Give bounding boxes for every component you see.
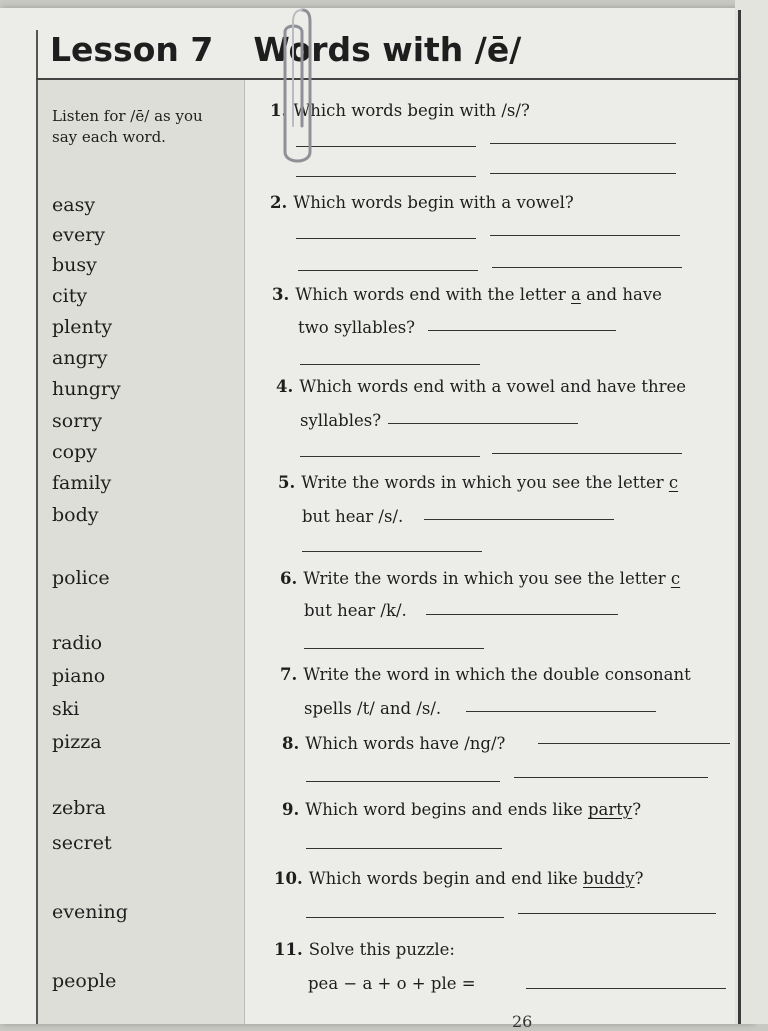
question-4-line-2: syllables?	[300, 411, 382, 430]
answer-blank[interactable]	[302, 551, 482, 552]
answer-blank[interactable]	[304, 648, 484, 649]
answer-blank[interactable]	[526, 988, 726, 989]
answer-blank[interactable]	[466, 711, 656, 712]
word-item: plenty	[52, 316, 113, 338]
answer-blank[interactable]	[388, 423, 578, 424]
word-item: easy	[52, 194, 96, 216]
answer-blank[interactable]	[306, 848, 502, 849]
answer-blank[interactable]	[514, 777, 708, 778]
left-border	[36, 30, 38, 1024]
word-item: busy	[52, 254, 97, 276]
word-item: every	[52, 224, 106, 246]
page-spine	[738, 10, 741, 1024]
question-5-line-2: but hear /s/.	[302, 507, 404, 526]
answer-blank[interactable]	[490, 173, 676, 174]
answer-blank[interactable]	[492, 453, 682, 454]
question-7: 7. Write the word in which the double consonant	[280, 665, 691, 684]
answer-blank[interactable]	[306, 917, 504, 918]
word-item: piano	[52, 665, 106, 687]
question-1: 1. Which words begin with /s/?	[270, 101, 530, 120]
question-2: 2. Which words begin with a vowel?	[270, 193, 574, 212]
word-item: copy	[52, 441, 97, 463]
question-3-line-2: two syllables?	[298, 318, 416, 337]
question-11: 11. Solve this puzzle:	[274, 940, 455, 959]
word-item: angry	[52, 347, 108, 369]
question-8: 8. Which words have /ng/?	[282, 734, 506, 753]
word-item: body	[52, 504, 99, 526]
word-item: hungry	[52, 378, 121, 400]
question-5: 5. Write the words in which you see the letter c	[278, 473, 679, 492]
word-item: pizza	[52, 731, 102, 753]
answer-blank[interactable]	[298, 270, 478, 271]
lesson-topic: Words with /ē/	[253, 30, 522, 69]
answer-blank[interactable]	[300, 456, 480, 457]
answer-blank[interactable]	[490, 143, 676, 144]
answer-blank[interactable]	[296, 238, 476, 239]
answer-blank[interactable]	[538, 743, 730, 744]
question-6-line-2: but hear /k/.	[304, 601, 407, 620]
word-item: city	[52, 285, 88, 307]
word-item: sorry	[52, 410, 103, 432]
answer-blank[interactable]	[306, 781, 500, 782]
title-underline	[36, 78, 738, 80]
answer-blank[interactable]	[518, 913, 716, 914]
word-item: zebra	[52, 797, 106, 819]
answer-blank[interactable]	[296, 176, 476, 177]
question-10: 10. Which words begin and end like buddy?	[274, 869, 644, 888]
answer-blank[interactable]	[424, 519, 614, 520]
answer-blank[interactable]	[296, 146, 476, 147]
answer-blank[interactable]	[492, 267, 682, 268]
puzzle-equation: pea − a + o + ple =	[308, 974, 476, 993]
answer-blank[interactable]	[490, 235, 680, 236]
answer-blank[interactable]	[300, 364, 480, 365]
word-list-column	[38, 80, 244, 1024]
word-item: police	[52, 567, 110, 589]
column-divider	[244, 80, 245, 1024]
answer-blank[interactable]	[428, 330, 616, 331]
word-item: family	[52, 472, 112, 494]
question-7-line-2: spells /t/ and /s/.	[304, 699, 442, 718]
page-number: 26	[512, 1012, 533, 1031]
question-6: 6. Write the words in which you see the letter c	[280, 569, 681, 588]
lesson-label: Lesson 7	[50, 30, 214, 69]
paper-clip-icon	[282, 6, 312, 168]
word-item: radio	[52, 632, 103, 654]
word-item: evening	[52, 901, 128, 923]
word-item: people	[52, 970, 117, 992]
question-3: 3. Which words end with the letter a and have	[272, 285, 662, 304]
word-item: ski	[52, 698, 80, 720]
instructions: Listen for /ē/ as you say each word.	[52, 107, 203, 146]
answer-blank[interactable]	[426, 614, 618, 615]
question-4: 4. Which words end with a vowel and have three	[276, 377, 687, 396]
word-item: secret	[52, 832, 112, 854]
question-9: 9. Which word begins and ends like party?	[282, 800, 642, 819]
